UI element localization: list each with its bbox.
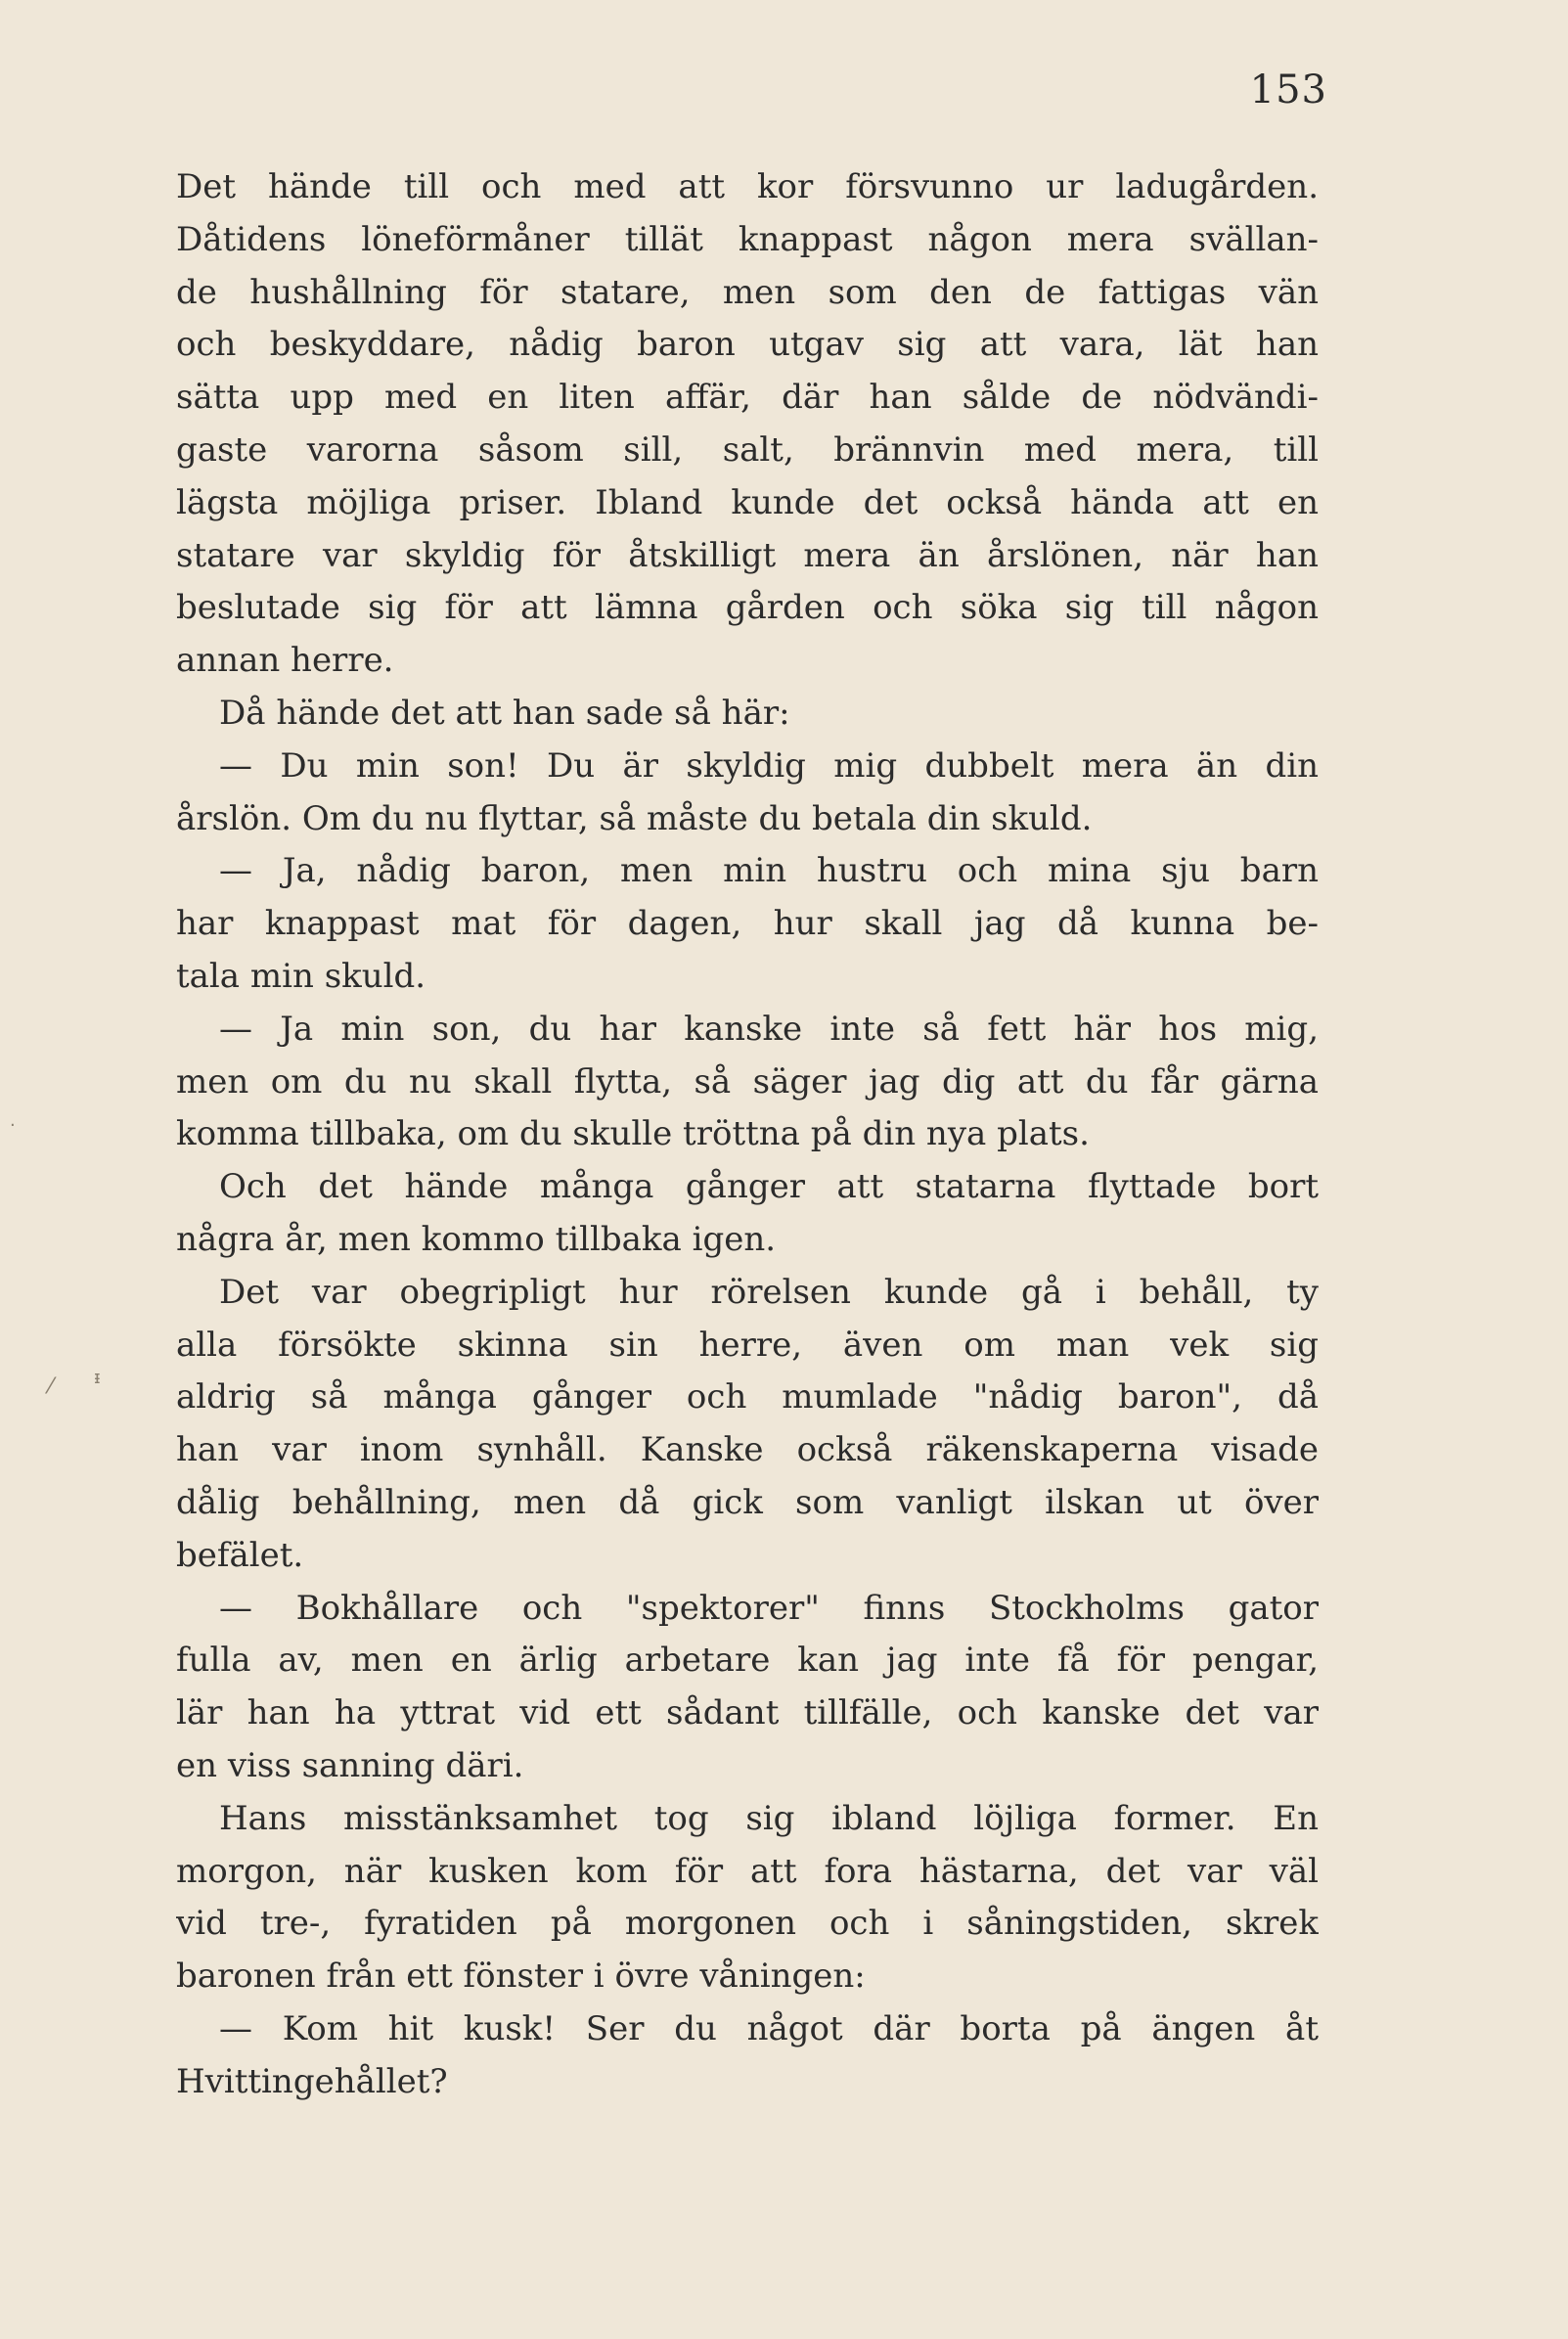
text-line: — Kom hit kusk! Ser du något där borta på ängen åt — [219, 2008, 1319, 2048]
text-line: en viss sanning däri. — [176, 1745, 524, 1785]
text-line: vid tre-, fyratiden på morgonen och i såningstiden, skrek — [176, 1904, 1319, 1944]
text-line: — Ja, nådig baron, men min hustru och mina sju barn — [219, 851, 1319, 891]
text-line: tala min skuld. — [176, 956, 426, 996]
text-line: lägsta möjliga priser. Ibland kunde det också hända att en — [176, 482, 1319, 522]
text-line: — Bokhållare och "spektorer" finns Stockholms gator — [219, 1588, 1319, 1628]
text-line: Det hände till och med att kor försvunno ur ladugården. — [176, 167, 1319, 206]
text-line: Hvittingehållet? — [176, 2061, 448, 2101]
text-line: alla försökte skinna sin herre, även om man vek sig — [176, 1325, 1319, 1365]
text-line: Och det hände många gånger att statarna flyttade bort — [219, 1167, 1319, 1207]
text-line: komma tillbaka, om du skulle tröttna på din nya plats. — [176, 1114, 1090, 1154]
text-line: befälet. — [176, 1535, 304, 1575]
text-line: Det var obegripligt hur rörelsen kunde gå i behåll, ty — [219, 1272, 1319, 1312]
text-line: aldrig så många gånger och mumlade "nådig baron", då — [176, 1377, 1319, 1417]
margin-mark: ⁄ — [49, 1374, 53, 1399]
text-line: dålig behållning, men då gick som vanligt ilskan ut över — [176, 1482, 1319, 1522]
text-line: sätta upp med en liten affär, där han sålde de nödvändi- — [176, 378, 1319, 418]
body-text — [176, 161, 1319, 2108]
text-line: årslön. Om du nu flyttar, så måste du betala din skuld. — [176, 798, 1093, 838]
text-line: han var inom synhåll. Kanske också räkenskaperna visade — [176, 1430, 1319, 1470]
text-line: fulla av, men en ärlig arbetare kan jag inte få för pengar, — [176, 1641, 1319, 1681]
text-line: annan herre. — [176, 641, 394, 681]
text-line: baronen från ett fönster i övre våningen: — [176, 1957, 866, 1997]
text-line: men om du nu skall flytta, så säger jag dig att du får gärna — [176, 1061, 1319, 1102]
text-line: — Du min son! Du är skyldig mig dubbelt mera än din — [219, 745, 1319, 786]
margin-mark: ᵻ — [94, 1368, 101, 1388]
margin-mark: · — [10, 1115, 16, 1136]
text-line: statare var skyldig för åtskilligt mera än årslönen, när han — [176, 535, 1319, 575]
text-line: och beskyddare, nådig baron utgav sig att vara, lät han — [176, 325, 1319, 365]
text-line: de hushållning för statare, men som den de fattigas vän — [176, 272, 1319, 312]
page-number: 153 — [1249, 67, 1327, 112]
text-line: — Ja min son, du har kanske inte så fett här hos mig, — [219, 1009, 1319, 1049]
text-line: lär han ha yttrat vid ett sådant tillfälle, och kanske det var — [176, 1693, 1319, 1733]
text-line: har knappast mat för dagen, hur skall jag då kunna be- — [176, 904, 1319, 944]
text-line: några år, men kommo tillbaka igen. — [176, 1219, 777, 1259]
text-line: gaste varorna såsom sill, salt, brännvin med mera, till — [176, 429, 1319, 470]
text-line: beslutade sig för att lämna gården och söka sig till någon — [176, 588, 1319, 628]
text-line: Dåtidens löneförmåner tillät knappast någon mera svällan- — [176, 219, 1319, 259]
text-line: Då hände det att han sade så här: — [219, 693, 790, 733]
text-line: Hans misstänksamhet tog sig ibland löjliga former. En — [219, 1798, 1319, 1838]
text-line: morgon, när kusken kom för att fora hästarna, det var väl — [176, 1851, 1319, 1891]
